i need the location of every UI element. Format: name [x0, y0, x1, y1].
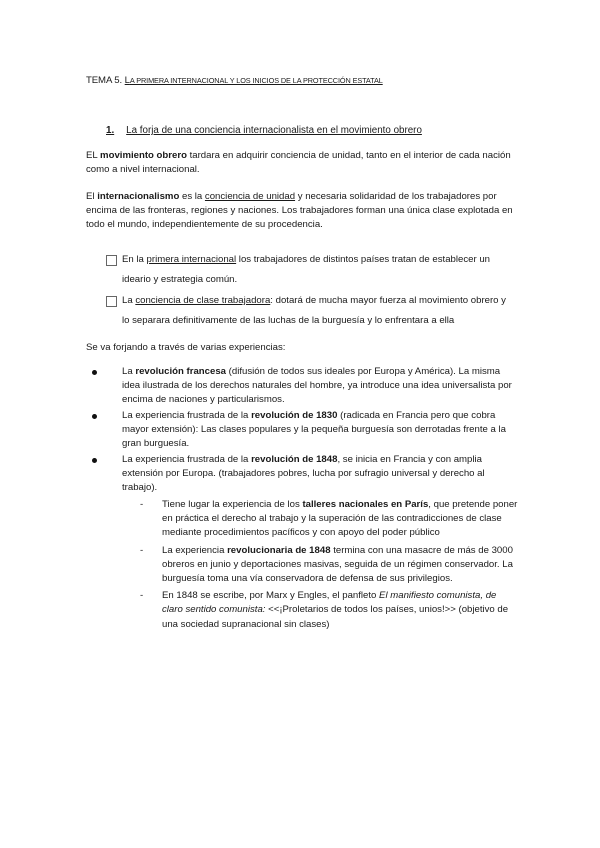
title-prefix: TEMA 5.	[86, 75, 123, 86]
underlined-term: conciencia de clase trabajadora	[135, 295, 271, 306]
italic-title: El manifiesto comunista, de claro sentido comunista:	[162, 590, 497, 616]
sub-item-talleres-nacionales	[138, 498, 518, 541]
paragraph-experiencias-intro: Se va forjando a través de varias experiencias:	[86, 342, 286, 353]
bold-term: revolución francesa	[135, 366, 226, 377]
square-bullet-icon	[106, 296, 117, 307]
text: En 1848 se escribe, por Marx y Engles, el panfleto	[162, 590, 380, 602]
text: es la	[179, 191, 205, 202]
list-item-primera-internacional	[106, 250, 516, 290]
bold-term: revolución de 1830	[251, 410, 338, 421]
sub-item-manifiesto-comunista	[138, 589, 518, 632]
text: EL	[86, 150, 101, 161]
text: En la	[122, 254, 147, 265]
text: La	[122, 366, 136, 377]
dash-marker: -	[140, 590, 144, 602]
paragraph-movimiento-obrero	[86, 149, 516, 177]
text: tardara en adquirir conciencia de unidad, tanto en el interior de cada nación como a nivel internacional.	[86, 150, 511, 175]
paragraph-internacionalismo	[86, 190, 516, 232]
underlined-term: conciencia de unidad	[204, 191, 296, 202]
document-title	[86, 74, 383, 88]
text: y necesaria solidaridad de los trabajadores por encima de las fronteras, regiones y naciones. Los trabajadores forman una única clase explotada en todo el mundo, independientemente de su procedencia.	[86, 191, 513, 230]
text: termina con una masacre de más de 3000 obreros en junio y deportaciones masivas, seguida de un régimen conservador. La burguesía toma una vía conservadora de defensa de sus privilegios.	[162, 544, 513, 585]
title-first-letter: L	[124, 75, 130, 86]
bullet-dot-icon	[92, 414, 97, 419]
dash-marker: -	[140, 544, 144, 556]
list-item-revolucion-1830	[86, 409, 518, 451]
text: , se inicia en Francia y con amplia extensión por Europa. (trabajadores pobres, lucha por sufragio universal y derecho al trabajo).	[122, 454, 485, 493]
square-bullet-icon	[106, 255, 117, 266]
text: los trabajadores de distintos países tratan de establecer un ideario y estrategia común.	[122, 254, 490, 285]
dash-marker: -	[140, 499, 144, 510]
text: (radicada en Francia pero que cobra mayor extensión): Las clases populares y la pequeña burguesía son derrotadas frente a la gran burguesía.	[122, 410, 506, 449]
sub-list-1848	[138, 498, 518, 632]
list-item-conciencia-clase	[106, 291, 516, 331]
bold-term: movimiento obrero	[100, 150, 187, 161]
section-heading	[106, 124, 422, 138]
text: (difusión de todos sus ideales por Europa y América). La misma idea ilustrada de los derechos naturales del hombre, ya introduce una idea universalista por encima de naciones y particularismos.	[122, 366, 512, 405]
bold-term: internacionalismo	[97, 191, 180, 202]
text: La experiencia frustrada de la	[122, 410, 252, 421]
title-rest: A PRIMERA INTERNACIONAL Y LOS INICIOS DE LA PROTECCIÓN ESTATAL	[129, 76, 383, 85]
text: Tiene lugar la experiencia de los	[162, 499, 303, 510]
bold-term: revolución de 1848	[251, 454, 338, 465]
bullet-dot-icon	[92, 458, 97, 463]
bold-term: revolucionaria de 1848	[227, 544, 331, 556]
bullet-dot-icon	[92, 370, 97, 375]
underlined-term: primera internacional	[146, 254, 237, 265]
section-number: 1.	[106, 125, 115, 136]
text: La experiencia frustrada de la	[122, 454, 252, 465]
text: <<¡Proletarios de todos los países, unios!>> (objetivo de una sociedad supranacional sin clases)	[162, 604, 509, 630]
experiences-list	[86, 365, 518, 635]
list-item-revolucion-francesa	[86, 365, 518, 407]
sub-item-revolucionaria-1848	[138, 544, 518, 587]
text: La	[122, 295, 136, 306]
text: El	[86, 191, 98, 202]
list-item-revolucion-1848	[86, 453, 518, 495]
text: : dotará de mucha mayor fuerza al movimiento obrero y lo separara definitivamente de las luchas de la burguesía y lo enfrentara a ella	[122, 295, 506, 326]
text: La experiencia	[162, 544, 228, 556]
text: , que pretende poner en práctica el derecho al trabajo y la superación de las contradicciones de clase mediante procedimientos pacíficos y con apoyo del poder público	[162, 499, 518, 539]
bold-term: talleres nacionales en París	[302, 499, 429, 510]
section-heading-text: La forja de una conciencia internacionalista en el movimiento obrero	[126, 125, 422, 136]
